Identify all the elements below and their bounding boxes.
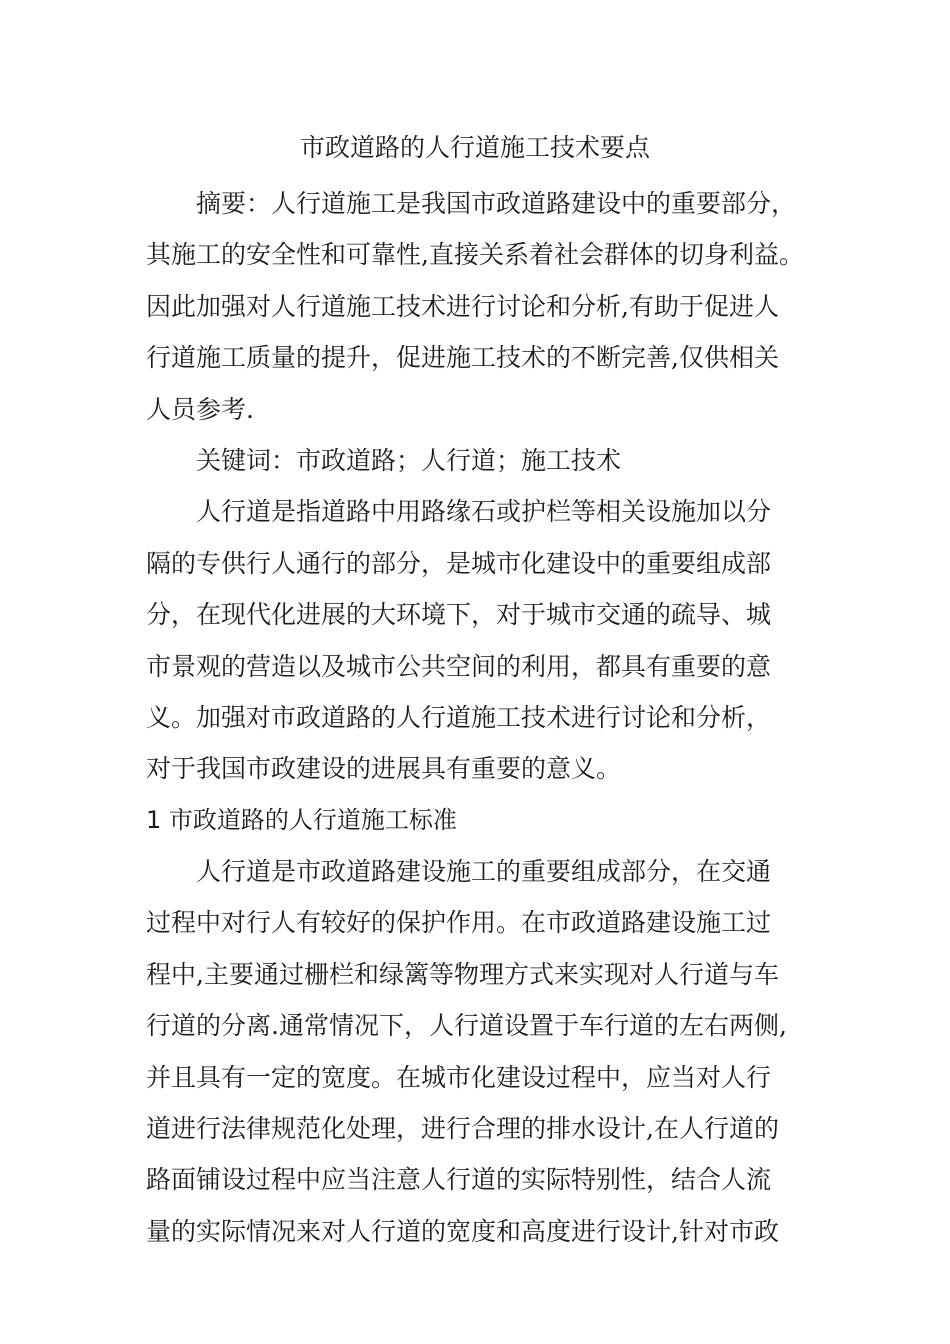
paragraph-line: 道进行法律规范化处理，进行合理的排水设计,在人行道的 (146, 1114, 779, 1144)
paragraph-line: 行道施工质量的提升，促进施工技术的不断完善,仅供相关 (146, 343, 779, 373)
paragraph-line: 其施工的安全性和可靠性,直接关系着社会群体的切身利益。 (146, 240, 804, 270)
paragraph-line: 关键词：市政道路；人行道；施工技术 (196, 445, 622, 475)
paragraph-line: 摘要：人行道施工是我国市政道路建设中的重要部分， (196, 189, 797, 218)
document-title: 市政道路的人行道施工技术要点 (299, 133, 650, 162)
paragraph-line: 行道的分离.通常情况下，人行道设置于车行道的左右两侧, (146, 1011, 787, 1041)
paragraph-line: 人行道是市政道路建设施工的重要组成部分，在交通 (196, 857, 772, 887)
paragraph-line: 对于我国市政建设的进展具有重要的意义。 (146, 754, 622, 784)
document-body (146, 178, 811, 1257)
paragraph-line: 因此加强对人行道施工技术进行讨论和分析,有助于促进人 (146, 291, 779, 321)
paragraph-line: 量的实际情况来对人行道的宽度和高度进行设计,针对市政 (146, 1216, 779, 1246)
paragraph-line: 过程中对行人有较好的保护作用。在市政道路建设施工过 (146, 908, 772, 938)
paragraph-line: 义。加强对市政道路的人行道施工技术进行讨论和分析， (146, 702, 772, 732)
paragraph-line: 市景观的营造以及城市公共空间的利用，都具有重要的意 (146, 651, 772, 681)
paragraph-line: 隔的专供行人通行的部分，是城市化建设中的重要组成部 (146, 548, 772, 578)
paragraph-line: 路面铺设过程中应当注意人行道的实际特别性，结合人流 (146, 1165, 772, 1195)
paragraph-line: 并且具有一定的宽度。在城市化建设过程中，应当对人行 (146, 1062, 772, 1092)
paragraph-line: 分，在现代化进展的大环境下，对于城市交通的疏导、城 (146, 600, 772, 630)
paragraph-line: 程中,主要通过栅栏和绿篱等物理方式来实现对人行道与车 (146, 959, 779, 989)
paragraph-line: 人行道是指道路中用路缘石或护栏等相关设施加以分 (196, 497, 772, 527)
section-heading: 1 市政道路的人行道施工标准 (146, 805, 457, 834)
paragraph-line: 人员参考. (146, 394, 254, 424)
